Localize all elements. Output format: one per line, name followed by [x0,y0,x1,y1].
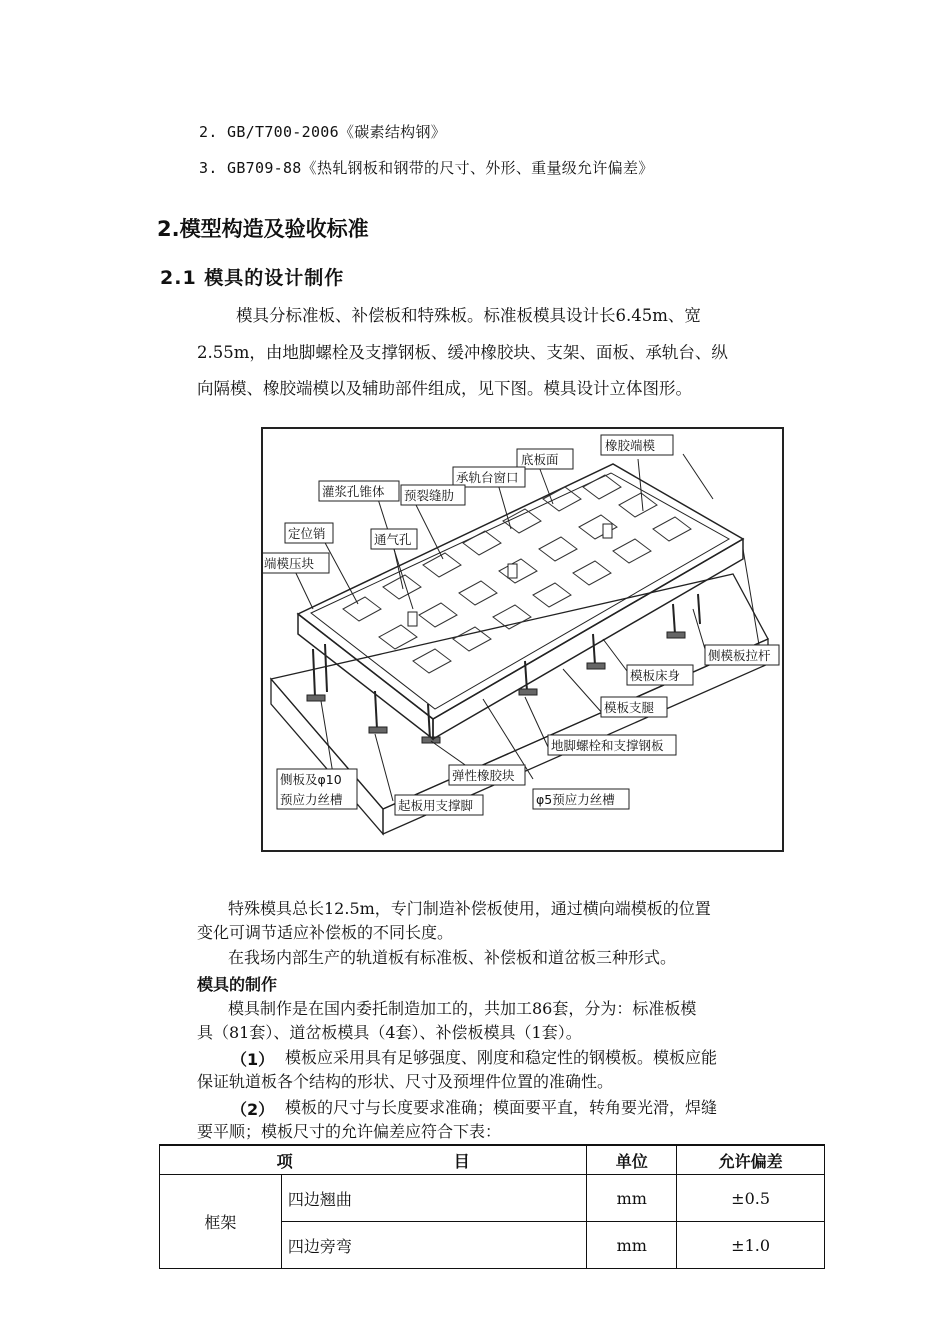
label-anchor-bolt: 地脚螺栓和支撑钢板 [551,738,664,753]
mold-diagram [263,429,782,850]
special-line: 变化可调节适应补偿板的不同长度。 [197,923,454,942]
label-strand-slot: φ5预应力丝槽 [536,792,615,807]
intro-line: 模具分标准板、补偿板和特殊板。标准板模具设计长6.45m、宽 [236,306,701,325]
label-elastic-rubber: 弹性橡胶块 [452,768,515,783]
mold-line: 模具制作是在国内委托制造加工的，共加工86套，分为：标准板模 [228,999,697,1018]
table-unit-cell: mm [587,1175,677,1222]
table-tolerance-cell: ±0.5 [677,1175,825,1222]
item-line: 模板的尺寸与长度要求准确；模面要平直，转角要光滑，焊缝 [285,1098,718,1117]
header-item-char2: 目 [453,1151,470,1171]
table-tolerance-cell: ±1.0 [677,1222,825,1269]
leader-lines [293,454,761,801]
factory-line: 在我场内部生产的轨道板有标准板、补偿板和道岔板三种形式。 [228,948,677,967]
item-number: （2） [231,1100,275,1119]
mold-heading: 模具的制作 [197,975,278,994]
item-number: （1） [231,1050,275,1069]
table-group-cell: 框架 [160,1175,282,1269]
label-vent-hole: 通气孔 [374,532,412,547]
reference-line: 3. GB709-88《热轧钢板和钢带的尺寸、外形、重量级允许偏差》 [199,159,654,177]
label-locator-pin: 定位销 [288,526,326,541]
label-side-plate: 侧板及φ10 [280,772,342,787]
label-mold-bed: 模板床身 [630,668,681,683]
table-header-row [160,1145,825,1175]
label-rail-window: 承轨台窗口 [456,470,519,485]
label-grout-cone: 灌浆孔锥体 [322,484,385,499]
label-bottom-face: 底板面 [521,452,559,467]
table-item-cell: 四边翘曲 [281,1175,587,1222]
label-prestress-rib: 预裂缝肋 [404,488,455,503]
label-end-clamp: 端模压块 [264,556,315,571]
label-side-tie-rod: 侧模板拉杆 [708,648,771,663]
table-unit-cell: mm [587,1222,677,1269]
item-line: 要平顺；模板尺寸的允许偏差应符合下表： [197,1122,502,1141]
intro-line: 向隔模、橡胶端模以及辅助部件组成，见下图。模具设计立体图形。 [197,379,692,398]
mold-diagram-frame [261,427,784,852]
label-side-plate-slot: 预应力丝槽 [280,792,343,807]
mold-line: 具（81套）、道岔板模具（4套）、补偿板模具（1套）。 [197,1023,582,1042]
mold-bed [298,464,743,739]
intro-line: 2.55m，由地脚螺栓及支撑钢板、缓冲橡胶块、支架、面板、承轨台、纵 [197,343,728,362]
table-row [160,1175,825,1222]
item-line: 模板应采用具有足够强度、刚度和稳定性的钢模板。模板应能 [285,1048,718,1067]
table-header-item [160,1145,587,1175]
label-mold-leg: 模板支腿 [604,700,655,715]
section-title: 2.模型构造及验收标准 [157,217,369,241]
tolerance-table [159,1144,825,1269]
grout-cones [408,524,612,626]
header-item-char1: 项 [276,1151,293,1171]
item-line: 保证轨道板各个结构的形状、尺寸及预埋件位置的准确性。 [197,1072,614,1091]
table-header-tolerance: 允许偏差 [677,1145,825,1175]
table-item-cell: 四边旁弯 [281,1222,587,1269]
label-lift-foot: 起板用支撑脚 [398,798,474,813]
special-line: 特殊模具总长12.5m，专门制造补偿板使用，通过横向端模板的位置 [228,899,711,918]
reference-line: 2. GB/T700-2006《碳素结构钢》 [199,123,447,141]
label-rubber-end: 橡胶端模 [605,438,656,453]
subsection-title: 2.1 模具的设计制作 [160,267,345,289]
table-header-unit: 单位 [587,1145,677,1175]
